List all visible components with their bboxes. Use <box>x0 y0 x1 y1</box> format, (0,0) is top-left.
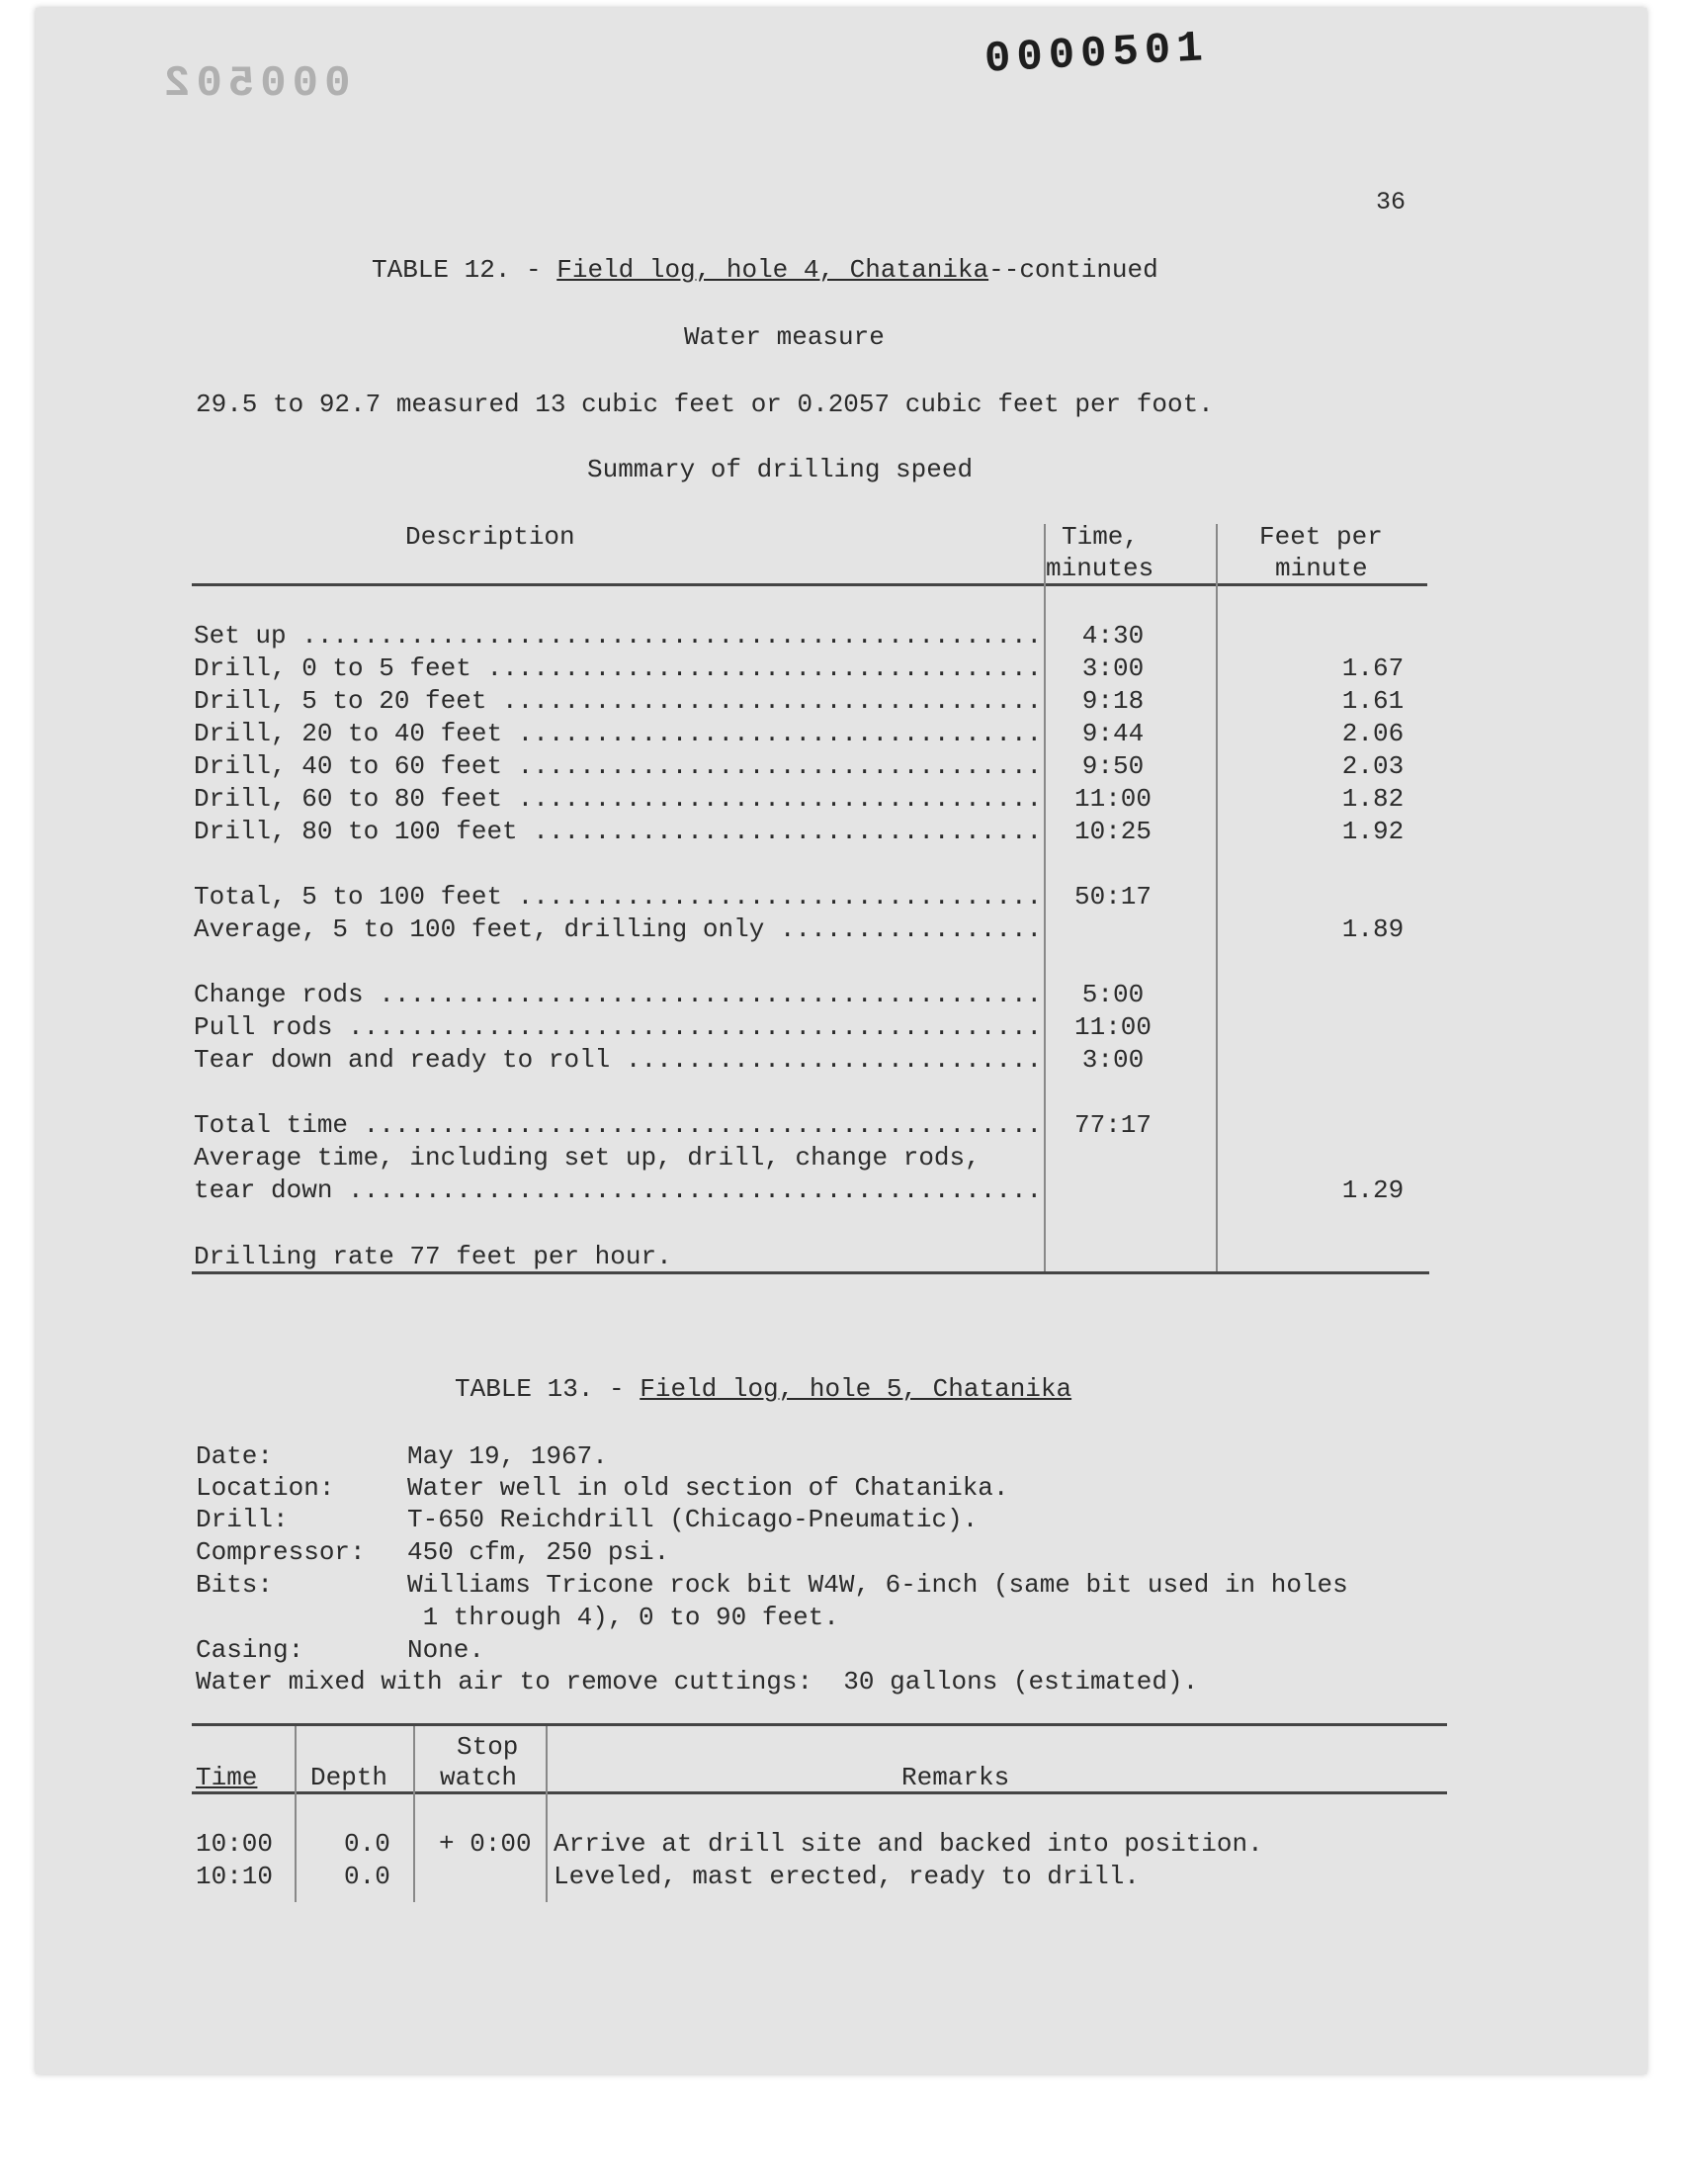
meta-label: Location: <box>196 1473 335 1503</box>
meta-label: Date: <box>196 1441 274 1471</box>
row-feet-per-minute: 1.89 <box>1341 914 1405 944</box>
summary-heading: Summary of drilling speed <box>587 455 974 484</box>
row-time: 9:18 <box>1081 686 1145 716</box>
log-depth: 0.0 <box>344 1829 390 1859</box>
table13-title <box>455 1374 1071 1404</box>
row-description: Drill, 0 to 5 feet ..... <box>194 653 1040 683</box>
water-mixed-note: Water mixed with air to remove cuttings: 30 gallons (estimated). <box>196 1667 1199 1696</box>
water-measure-heading: Water measure <box>684 322 885 352</box>
row-description: tear down ..... <box>194 1175 1040 1205</box>
row-description: Drill, 20 to 40 feet ..... <box>194 719 1040 748</box>
table12-title-prefix: TABLE 12. - <box>372 255 557 285</box>
table12-title <box>372 255 1158 285</box>
row-time: 3:00 <box>1081 653 1145 683</box>
table13-title-prefix: TABLE 13. - <box>455 1374 640 1404</box>
table13-top-rule <box>192 1723 1447 1726</box>
meta-value: 450 cfm, 250 psi. <box>407 1537 670 1567</box>
row-time: 10:25 <box>1073 817 1152 846</box>
meta-value: May 19, 1967. <box>407 1441 608 1471</box>
meta-value: Williams Tricone rock bit W4W, 6-inch (same bit used in holes <box>407 1570 1348 1600</box>
meta-value: Water well in old section of Chatanika. <box>407 1473 1009 1503</box>
row-time: 50:17 <box>1073 882 1152 912</box>
table12-header-rule <box>192 583 1427 586</box>
drilling-rate-note: Drilling rate 77 feet per hour. <box>194 1242 672 1271</box>
row-description: Pull rods ..... <box>194 1012 1040 1042</box>
row-time: 5:00 <box>1081 980 1145 1009</box>
water-measure-text: 29.5 to 92.7 measured 13 cubic feet or 0.2057 cubic feet per foot. <box>196 390 1214 419</box>
col-header-description: Description <box>405 522 575 552</box>
meta-value: T-650 Reichdrill (Chicago-Pneumatic). <box>407 1505 979 1534</box>
row-time: 9:50 <box>1081 751 1145 781</box>
log-depth: 0.0 <box>344 1862 390 1891</box>
table12-title-suffix: --continued <box>988 255 1158 285</box>
col-header-time: Time <box>196 1763 258 1792</box>
meta-label: Drill: <box>196 1505 289 1534</box>
document-number-stamp: 0000501 <box>982 24 1210 85</box>
row-description: Average, 5 to 100 feet, drilling only ..... <box>194 914 1040 944</box>
table12-bottom-rule <box>192 1271 1429 1274</box>
page-number: 36 <box>1376 188 1407 217</box>
row-feet-per-minute: 1.92 <box>1341 817 1405 846</box>
meta-value: None. <box>407 1635 485 1665</box>
table13-col-divider-2 <box>413 1726 415 1902</box>
meta-value: 1 through 4), 0 to 90 feet. <box>407 1603 839 1632</box>
log-stopwatch: + 0:00 <box>439 1829 532 1859</box>
row-feet-per-minute: 1.82 <box>1341 784 1405 814</box>
log-remarks: Leveled, mast erected, ready to drill. <box>554 1862 1140 1891</box>
table13-title-main: Field log, hole 5, Chatanika <box>640 1374 1072 1404</box>
row-description: Average time, including set up, drill, change rods, <box>194 1143 981 1173</box>
table12-title-main: Field log, hole 4, Chatanika <box>556 255 989 285</box>
row-description: Drill, 40 to 60 feet ..... <box>194 751 1040 781</box>
row-time: 9:44 <box>1081 719 1145 748</box>
row-feet-per-minute: 2.03 <box>1341 751 1405 781</box>
row-feet-per-minute: 1.61 <box>1341 686 1405 716</box>
meta-label: Compressor: <box>196 1537 366 1567</box>
log-time: 10:00 <box>196 1829 274 1859</box>
meta-label: Bits: <box>196 1570 274 1600</box>
row-time: 11:00 <box>1073 1012 1152 1042</box>
col-header-time-2: minutes <box>1046 554 1154 583</box>
row-feet-per-minute: 1.67 <box>1341 653 1405 683</box>
row-time: 4:30 <box>1081 621 1145 651</box>
row-description: Drill, 60 to 80 feet ..... <box>194 784 1040 814</box>
row-description: Total time ..... <box>194 1110 1040 1140</box>
table13-header-rule <box>192 1791 1447 1794</box>
col-header-stop-2: watch <box>440 1763 518 1792</box>
log-remarks: Arrive at drill site and backed into position. <box>554 1829 1263 1859</box>
meta-label: Casing: <box>196 1635 304 1665</box>
row-description: Drill, 80 to 100 feet ..... <box>194 817 1040 846</box>
col-header-time-1: Time, <box>1062 522 1140 552</box>
row-description: Tear down and ready to roll ..... <box>194 1045 1040 1075</box>
col-header-feet-1: Feet per <box>1259 522 1383 552</box>
row-feet-per-minute: 2.06 <box>1341 719 1405 748</box>
row-time: 3:00 <box>1081 1045 1145 1075</box>
log-time: 10:10 <box>196 1862 274 1891</box>
row-time: 77:17 <box>1073 1110 1152 1140</box>
row-time: 11:00 <box>1073 784 1152 814</box>
row-feet-per-minute: 1.29 <box>1341 1175 1405 1205</box>
col-header-feet-2: minute <box>1275 554 1368 583</box>
table12-col-divider-2 <box>1216 524 1218 1271</box>
row-description: Change rods ..... <box>194 980 1040 1009</box>
row-description: Total, 5 to 100 feet ..... <box>194 882 1040 912</box>
bleed-through-stamp: 000502 <box>158 59 351 109</box>
table13-col-divider-1 <box>295 1726 297 1902</box>
col-header-remarks: Remarks <box>901 1763 1010 1792</box>
row-description: Set up ..... <box>194 621 1040 651</box>
table13-col-divider-3 <box>546 1726 548 1902</box>
col-header-stop-1: Stop <box>457 1732 519 1762</box>
col-header-depth: Depth <box>310 1763 388 1792</box>
row-description: Drill, 5 to 20 feet ..... <box>194 686 1040 716</box>
